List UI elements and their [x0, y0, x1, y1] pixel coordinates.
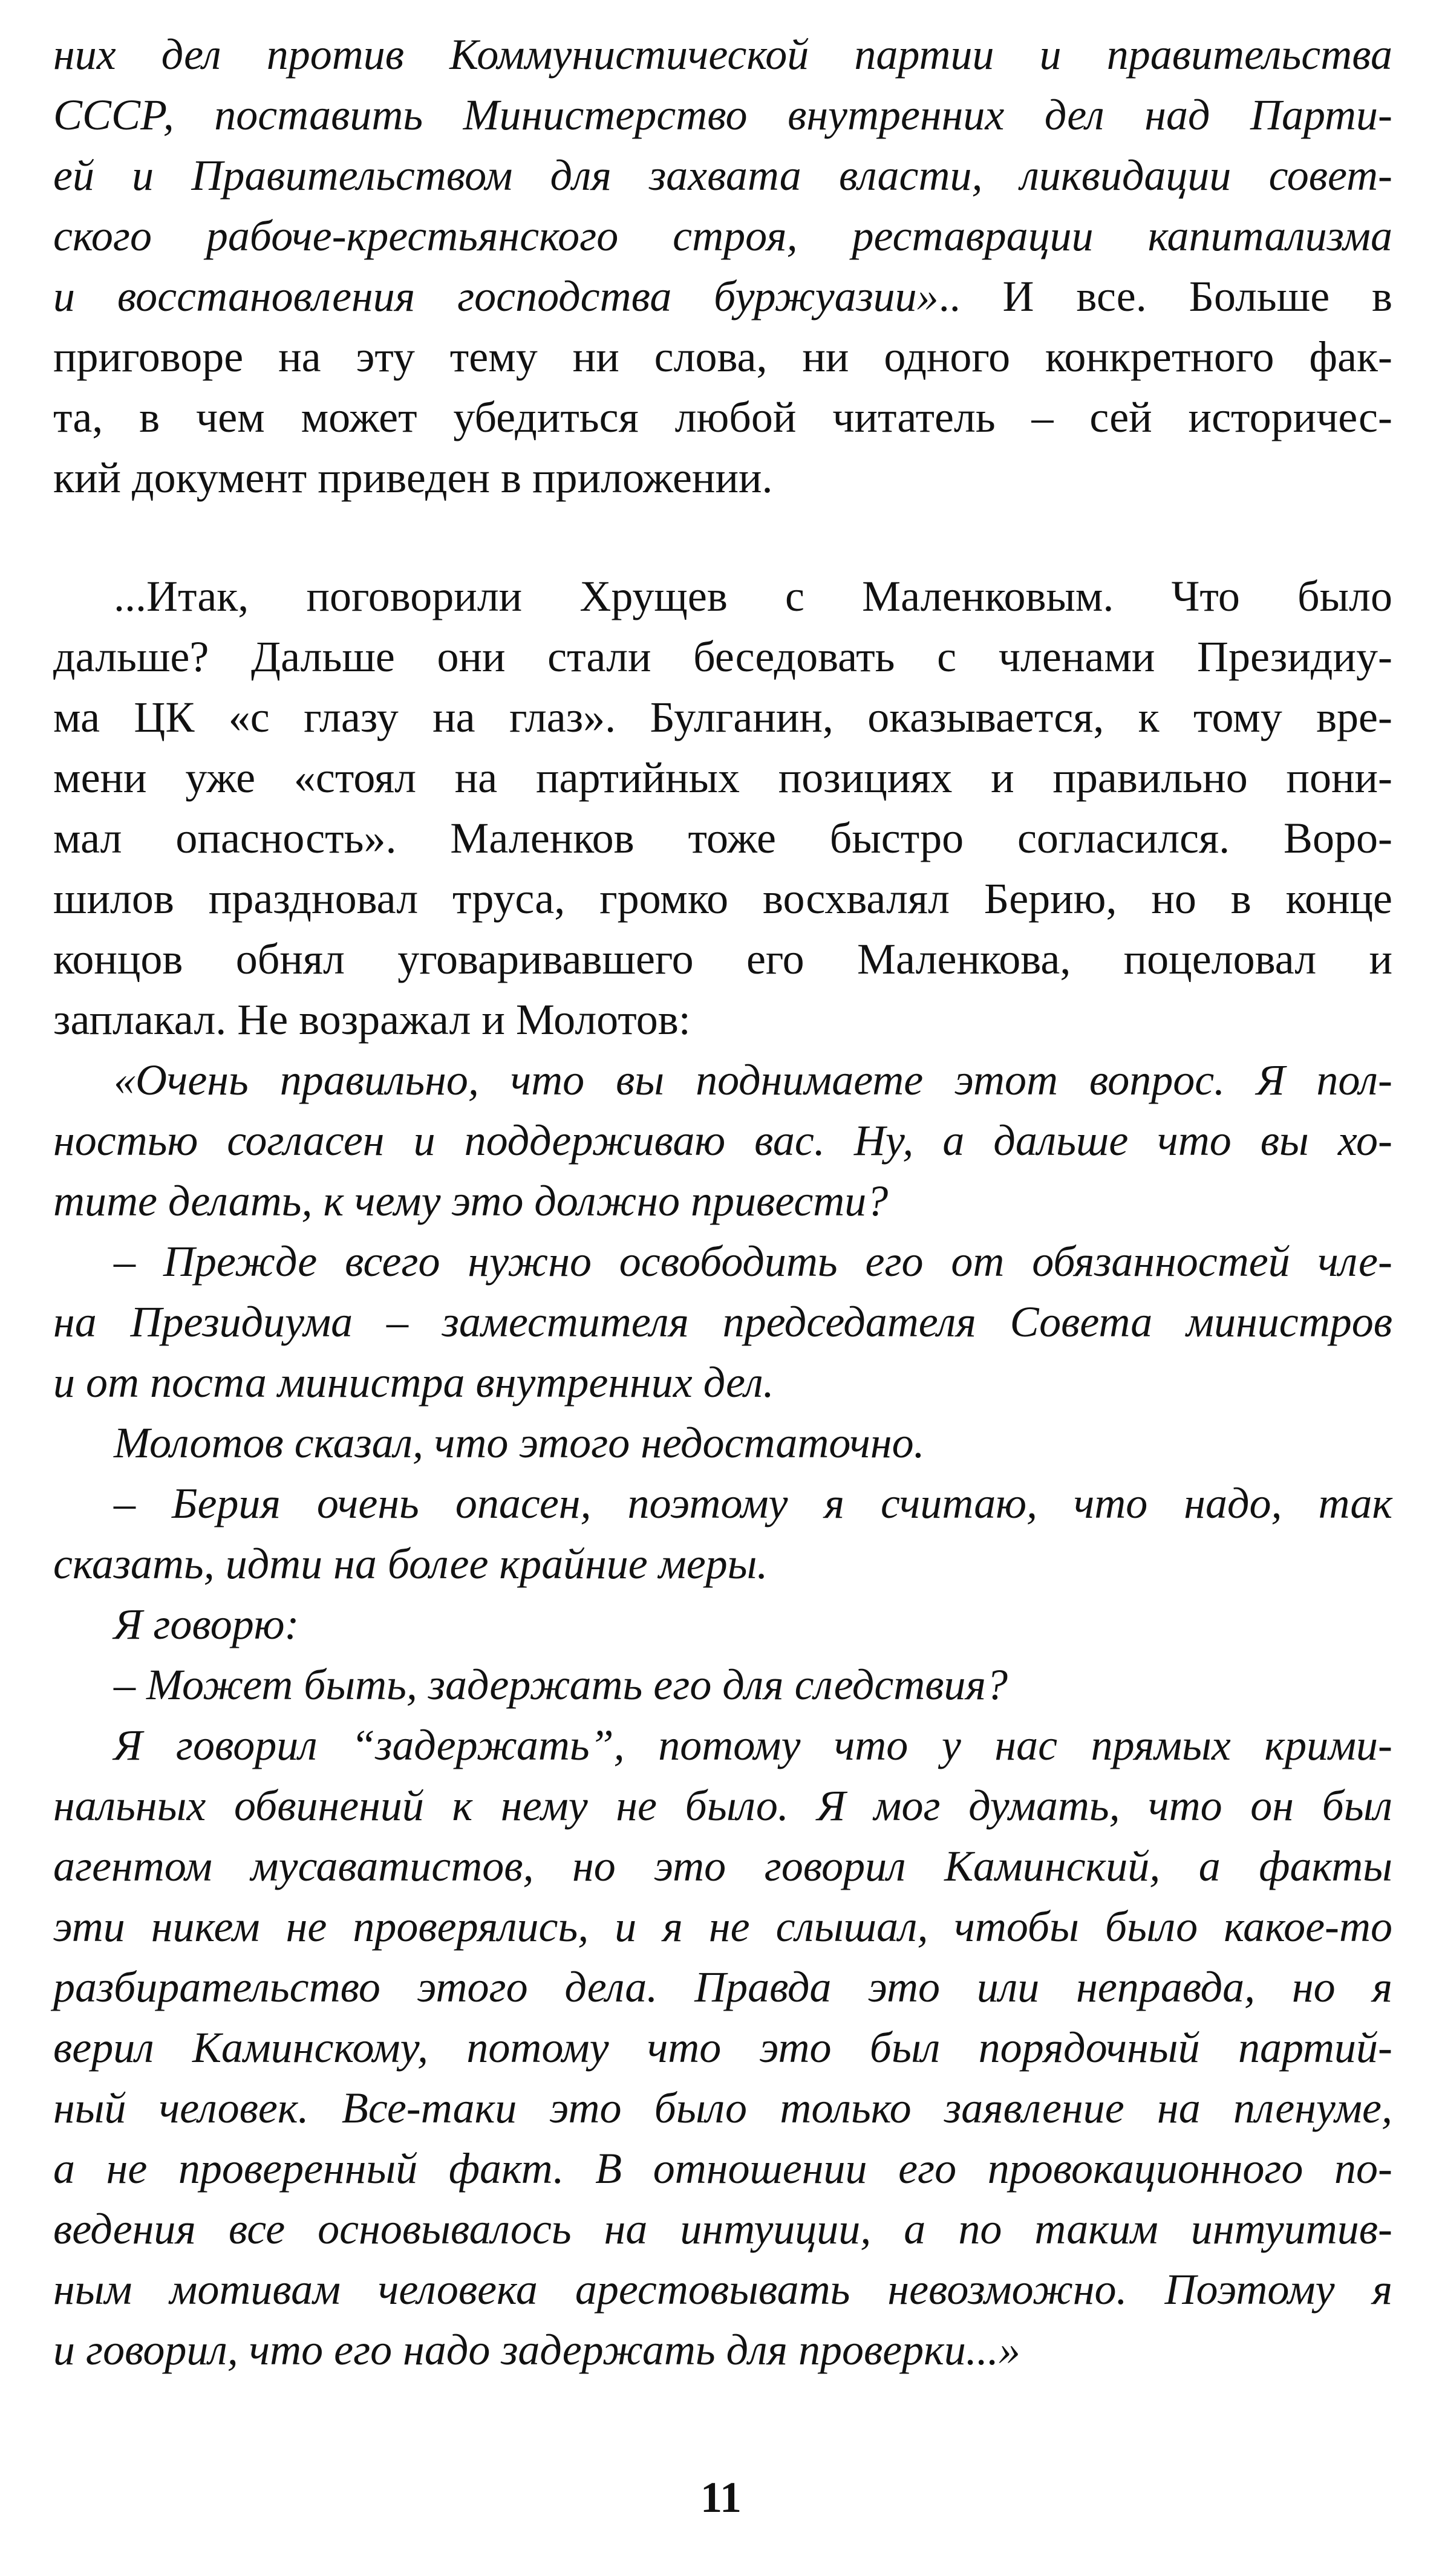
- italic-text: верил Каминскому, потому что это был порядочный партий-: [53, 2023, 1392, 2072]
- body-text: заплакал. Не возражал и Молотов:: [53, 995, 691, 1044]
- text-line: [53, 747, 1392, 808]
- text-line: [53, 1292, 1392, 1352]
- text-line: [53, 929, 1392, 989]
- italic-text: ского рабоче-крестьянского строя, реставрации капитализма: [53, 212, 1392, 260]
- quote-paragraph: [53, 1050, 1392, 1231]
- text-line: [53, 145, 1392, 206]
- text-line: [53, 24, 1392, 85]
- text-line: [53, 2138, 1392, 2199]
- text-line: [53, 566, 1392, 626]
- page-number: 11: [700, 2473, 742, 2522]
- text-line: [53, 808, 1392, 868]
- body-text: шилов праздновал труса, громко восхвалял Берию, но в конце: [53, 874, 1392, 923]
- text-line: [53, 1534, 1392, 1594]
- text-line: [53, 1171, 1392, 1231]
- paragraph: [53, 24, 1392, 508]
- italic-text: – Берия очень опасен, поэтому я считаю, что надо, так: [114, 1479, 1392, 1527]
- quote-paragraph: [53, 1231, 1392, 1413]
- italic-text: сказать, идти на более крайние меры.: [53, 1540, 768, 1588]
- text-line: [53, 1896, 1392, 1957]
- text-line: [53, 2078, 1392, 2138]
- italic-text: нальных обвинений к нему не было. Я мог думать, что он был: [53, 1781, 1392, 1830]
- quote-paragraph: [53, 1594, 1392, 1654]
- body-text: кий документ приведен в приложении.: [53, 454, 773, 502]
- italic-text: ностью согласен и поддерживаю вас. Ну, а дальше что вы хо-: [53, 1116, 1392, 1165]
- italic-text: «Очень правильно, что вы поднимаете этот вопрос. Я пол-: [114, 1056, 1392, 1104]
- text-line: [53, 1352, 1392, 1413]
- text-line: [53, 327, 1392, 387]
- text-line: [53, 1413, 1392, 1473]
- italic-text: ей и Правительством для захвата власти, ликвидации совет-: [53, 151, 1392, 200]
- italic-text: них дел против Коммунистической партии и правительства: [53, 30, 1392, 79]
- text-line: [53, 1473, 1392, 1534]
- text-line: [53, 1654, 1392, 1715]
- quote-paragraph: [53, 1413, 1392, 1473]
- italic-text: Молотов сказал, что этого недостаточно.: [114, 1419, 925, 1467]
- text-line: [53, 2259, 1392, 2320]
- body-text: ма ЦК «с глазу на глаз». Булганин, оказывается, к тому вре-: [53, 693, 1392, 741]
- text-line: [53, 1836, 1392, 1896]
- italic-text: ведения все основывалось на интуиции, а по таким интуитив-: [53, 2205, 1392, 2253]
- italic-text: тите делать, к чему это должно привести?: [53, 1177, 889, 1225]
- text-line: [53, 1231, 1392, 1292]
- text-line: [53, 387, 1392, 447]
- text-line: [53, 2017, 1392, 2078]
- quote-paragraph: [53, 1654, 1392, 1715]
- text-line: [53, 266, 1392, 327]
- body-text: .. И все. Больше в: [938, 272, 1392, 320]
- italic-text: и восстановления господства буржуазии»: [53, 272, 939, 320]
- text-line: [53, 85, 1392, 145]
- italic-text: на Президиума – заместителя председателя Совета министров: [53, 1298, 1392, 1346]
- body-text: приговоре на эту тему ни слова, ни одного конкретного фак-: [53, 333, 1392, 381]
- text-line: [53, 1050, 1392, 1110]
- paragraph: [53, 566, 1392, 1050]
- quote-paragraph: [53, 1715, 1392, 2380]
- italic-text: ным мотивам человека арестовывать невозможно. Поэтому я: [53, 2265, 1392, 2314]
- italic-text: и от поста министра внутренних дел.: [53, 1358, 774, 1407]
- section-gap: [53, 508, 1392, 566]
- body-text: концов обнял уговаривавшего его Маленкова, поцеловал и: [53, 935, 1392, 983]
- italic-text: и говорил, что его надо задержать для проверки...»: [53, 2326, 1020, 2374]
- text-line: [53, 2199, 1392, 2259]
- text-line: [53, 868, 1392, 929]
- text-line: [53, 1594, 1392, 1654]
- italic-text: – Прежде всего нужно освободить его от обязанностей чле-: [114, 1237, 1392, 1286]
- italic-text: Я говорю:: [114, 1600, 299, 1648]
- italic-text: Я говорил “задержать”, потому что у нас прямых крими-: [114, 1721, 1392, 1769]
- text-line: [53, 447, 1392, 508]
- text-line: [53, 1715, 1392, 1775]
- text-line: [53, 206, 1392, 266]
- text-line: [53, 626, 1392, 687]
- text-line: [53, 989, 1392, 1050]
- italic-text: агентом мусаватистов, но это говорил Каминский, а факты: [53, 1842, 1392, 1890]
- italic-text: эти никем не проверялись, и я не слышал, чтобы было какое-то: [53, 1902, 1392, 1951]
- quote-paragraph: [53, 1473, 1392, 1594]
- text-line: [53, 1110, 1392, 1171]
- body-text: мал опасность». Маленков тоже быстро согласился. Воро-: [53, 814, 1392, 862]
- italic-text: – Может быть, задержать его для следствия?: [114, 1660, 1008, 1709]
- text-line: [53, 2320, 1392, 2380]
- text-line: [53, 1957, 1392, 2017]
- page-body: [53, 24, 1392, 2380]
- italic-text: а не проверенный факт. В отношении его провокационного по-: [53, 2144, 1392, 2193]
- body-text: та, в чем может убедиться любой читатель – сей историчес-: [53, 393, 1392, 441]
- body-text: мени уже «стоял на партийных позициях и правильно пони-: [53, 753, 1392, 802]
- italic-text: разбирательство этого дела. Правда это или неправда, но я: [53, 1963, 1392, 2011]
- body-text: ...Итак, поговорили Хрущев с Маленковым. Что было: [114, 572, 1392, 620]
- italic-text: ный человек. Все-таки это было только заявление на пленуме,: [53, 2084, 1392, 2132]
- text-line: [53, 687, 1392, 747]
- text-line: [53, 1775, 1392, 1836]
- body-text: дальше? Дальше они стали беседовать с членами Президиу-: [53, 633, 1392, 681]
- italic-text: СССР, поставить Министерство внутренних дел над Парти-: [53, 91, 1392, 139]
